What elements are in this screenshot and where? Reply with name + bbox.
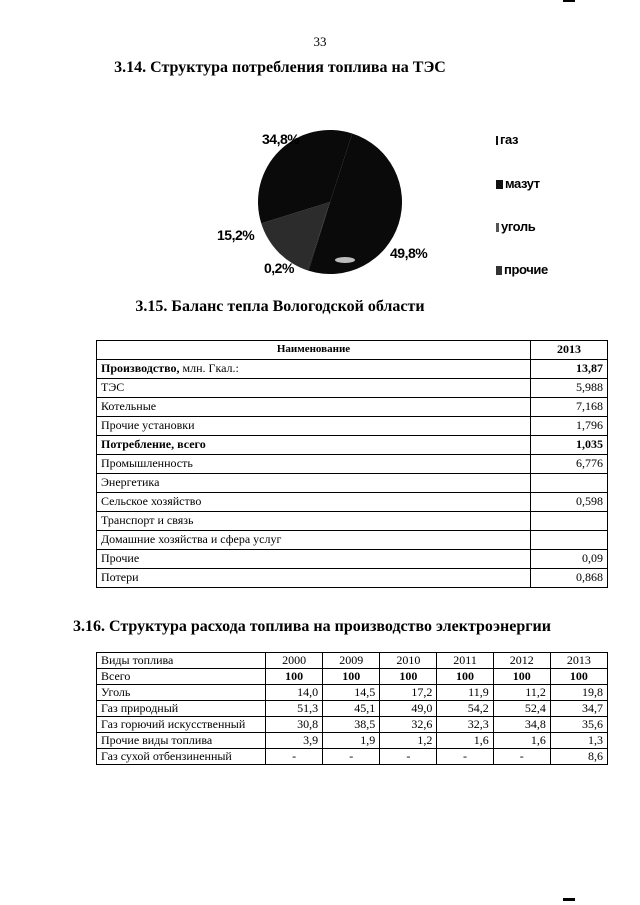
row-value: 100 (550, 669, 607, 685)
row-name (97, 550, 531, 569)
row-value: 13,87 (531, 360, 608, 379)
row-value: 32,6 (380, 717, 437, 733)
header-year: 2013 (531, 341, 608, 360)
table-row (97, 436, 608, 455)
section-314-title: 3.14. Структура потребления топлива на ТЭС (114, 59, 446, 76)
heat-balance-table (96, 340, 608, 588)
row-value: 14,0 (266, 685, 323, 701)
pie-chart (255, 128, 405, 276)
legend-label-gaz: газ (500, 132, 519, 147)
row-value: 1,2 (380, 733, 437, 749)
row-name (97, 417, 531, 436)
row-name-text: Транспорт и связь (101, 513, 194, 527)
row-value: 5,988 (531, 379, 608, 398)
header-year: 2013 (550, 653, 607, 669)
row-value: 11,9 (437, 685, 493, 701)
table-row (97, 550, 608, 569)
row-value: 0,598 (531, 493, 608, 512)
section-316-title: 3.16. Структура расхода топлива на производство электроэнергии (73, 618, 551, 635)
table-row (97, 717, 608, 733)
pie-label-mazut: 0,2% (264, 260, 294, 276)
row-value: 7,168 (531, 398, 608, 417)
row-value (531, 531, 608, 550)
row-name (97, 512, 531, 531)
row-name (97, 531, 531, 550)
legend-item-ugol (496, 219, 535, 234)
table-row (97, 669, 608, 685)
legend-label-prochie: прочие (504, 262, 548, 277)
row-value: 1,6 (493, 733, 550, 749)
table-header-row (97, 653, 608, 669)
row-value: 30,8 (266, 717, 323, 733)
header-year: 2011 (437, 653, 493, 669)
row-value: 54,2 (437, 701, 493, 717)
row-value: 100 (380, 669, 437, 685)
pie-highlight (335, 257, 355, 263)
row-value: 100 (266, 669, 323, 685)
row-name-text: Сельское хозяйство (101, 494, 202, 508)
row-value: 14,5 (323, 685, 380, 701)
table-row (97, 455, 608, 474)
row-name: Газ природный (97, 701, 266, 717)
row-value: 1,796 (531, 417, 608, 436)
row-value: 0,868 (531, 569, 608, 588)
pie-label-prochie: 34,8% (262, 131, 300, 147)
table-row (97, 417, 608, 436)
row-name (97, 398, 531, 417)
row-value: 34,7 (550, 701, 607, 717)
row-name (97, 436, 531, 455)
table-row (97, 512, 608, 531)
row-value: 1,6 (437, 733, 493, 749)
table-row (97, 398, 608, 417)
row-value (531, 474, 608, 493)
row-unit-text: млн. Гкал.: (179, 361, 239, 375)
header-name: Наименование (97, 341, 531, 360)
row-value: - (266, 749, 323, 765)
pie-label-ugol: 15,2% (217, 227, 255, 243)
row-value: 1,9 (323, 733, 380, 749)
legend-swatch-ugol (496, 223, 499, 232)
row-value: 100 (437, 669, 493, 685)
row-value: 45,1 (323, 701, 380, 717)
row-value: 1,3 (550, 733, 607, 749)
header-year: 2012 (493, 653, 550, 669)
table-row (97, 701, 608, 717)
table-row (97, 493, 608, 512)
row-value: 35,6 (550, 717, 607, 733)
row-name (97, 474, 531, 493)
table-row (97, 569, 608, 588)
row-name-text: Прочие установки (101, 418, 195, 432)
header-fuel-type: Виды топлива (97, 653, 266, 669)
row-value (531, 512, 608, 531)
header-year: 2009 (323, 653, 380, 669)
row-name (97, 360, 531, 379)
table-row (97, 685, 608, 701)
row-value: - (437, 749, 493, 765)
row-name: Газ горючий искусственный (97, 717, 266, 733)
row-name-text: Домашние хозяйства и сфера услуг (101, 532, 282, 546)
row-value: 11,2 (493, 685, 550, 701)
legend-swatch-mazut (496, 180, 503, 189)
row-value: 19,8 (550, 685, 607, 701)
table-row (97, 531, 608, 550)
row-value: 3,9 (266, 733, 323, 749)
legend-item-mazut (496, 176, 540, 191)
row-name (97, 455, 531, 474)
row-value: 52,4 (493, 701, 550, 717)
legend-swatch-gaz (496, 136, 498, 145)
row-value: 38,5 (323, 717, 380, 733)
row-name-text: Производство, (101, 361, 180, 375)
row-name-text: Промышленность (101, 456, 193, 470)
header-year: 2010 (380, 653, 437, 669)
row-name: Прочие виды топлива (97, 733, 266, 749)
legend-item-gaz (496, 132, 518, 147)
table-header-row (97, 341, 608, 360)
row-name-text: Котельные (101, 399, 157, 413)
section-315-title: 3.15. Баланс тепла Вологодской области (135, 298, 425, 315)
row-name (97, 379, 531, 398)
row-value: 8,6 (550, 749, 607, 765)
fuel-structure-table (96, 652, 608, 765)
legend-label-mazut: мазут (505, 176, 540, 191)
table-row (97, 749, 608, 765)
row-name: Уголь (97, 685, 266, 701)
row-name (97, 493, 531, 512)
row-value: 34,8 (493, 717, 550, 733)
row-name-text: Прочие (101, 551, 140, 565)
row-name-text: Потребление, всего (101, 437, 206, 451)
row-name (97, 569, 531, 588)
row-value: 32,3 (437, 717, 493, 733)
scan-mark-bottom (563, 898, 575, 901)
table-row (97, 474, 608, 493)
row-value: 0,09 (531, 550, 608, 569)
table-row (97, 379, 608, 398)
legend-item-prochie (496, 262, 548, 277)
pie-label-gaz: 49,8% (390, 245, 428, 261)
row-value: - (380, 749, 437, 765)
legend-swatch-prochie (496, 266, 502, 275)
row-value: - (493, 749, 550, 765)
header-year: 2000 (266, 653, 323, 669)
row-name-text: Энергетика (101, 475, 160, 489)
table-row (97, 733, 608, 749)
row-name: Газ сухой отбензиненный (97, 749, 266, 765)
row-name-text: ТЭС (101, 380, 125, 394)
scan-mark-top (563, 0, 575, 2)
row-value: 17,2 (380, 685, 437, 701)
row-name: Всего (97, 669, 266, 685)
row-value: 1,035 (531, 436, 608, 455)
row-name-text: Потери (101, 570, 139, 584)
row-value: 49,0 (380, 701, 437, 717)
legend-label-ugol: уголь (501, 219, 536, 234)
row-value: - (323, 749, 380, 765)
table-row (97, 360, 608, 379)
row-value: 100 (323, 669, 380, 685)
page-number: 33 (313, 34, 327, 49)
row-value: 51,3 (266, 701, 323, 717)
row-value: 100 (493, 669, 550, 685)
row-value: 6,776 (531, 455, 608, 474)
